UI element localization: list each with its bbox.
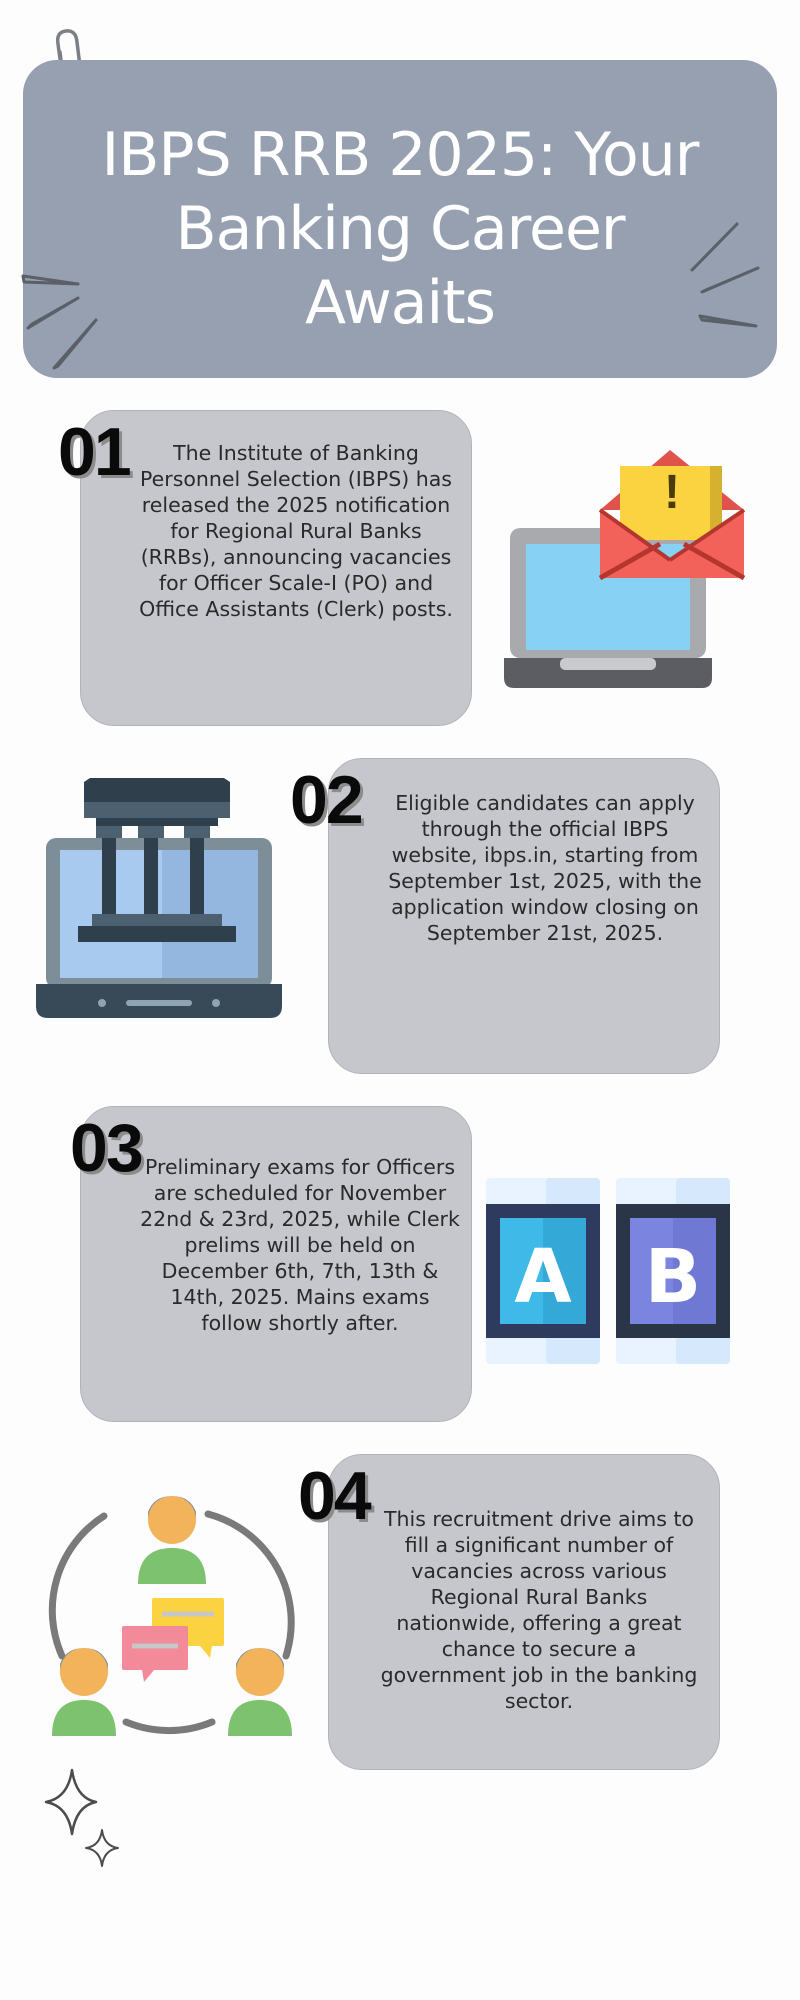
spark-lines-right-icon [684,218,784,336]
sparkle-stars-icon [44,1768,124,1878]
title-line-1: IBPS RRB 2025: Your [101,120,699,190]
title-line-2: Banking Career [175,194,625,264]
step-number-2: 02 [290,762,362,838]
team-discussion-icon [50,1494,300,1744]
laptop-email-alert-icon [500,448,750,694]
page-title [80,118,720,340]
step-number-4: 04 [298,1458,370,1534]
alert-exclamation-icon: ! [664,466,680,519]
online-bank-laptop-icon [34,778,284,1024]
option-a-icon: A [514,1234,572,1320]
step-number-1: 01 [58,414,130,490]
step-text-1: The Institute of Banking Personnel Selection (IBPS) has released the 2025 notification for Regional Rural Banks (RRBs), announcing vacancies for Officer Scale-I (PO) and Office Assistants (Clerk) posts. [139,441,453,621]
option-b-icon: B [644,1234,702,1320]
step-text-3: Preliminary exams for Officers are scheduled for November 22nd & 23rd, 2025, while Clerk prelims will be held on December 6th, 7th, 13th & 14th, 2025. Mains exams follow shortly after. [140,1155,460,1335]
spark-lines-left-icon [20,262,110,372]
step-number-3: 03 [70,1110,142,1186]
title-line-3: Awaits [305,268,495,338]
step-text-2: Eligible candidates can apply through the official IBPS website, ibps.in, starting from September 1st, 2025, with the application window closing on September 21st, 2025. [388,791,702,945]
step-text-4: This recruitment drive aims to fill a significant number of vacancies across various Regional Rural Banks nationwide, offering a great chance to secure a government job in the banking sector. [380,1507,698,1713]
multiple-choice-ab-icon [486,1178,730,1364]
